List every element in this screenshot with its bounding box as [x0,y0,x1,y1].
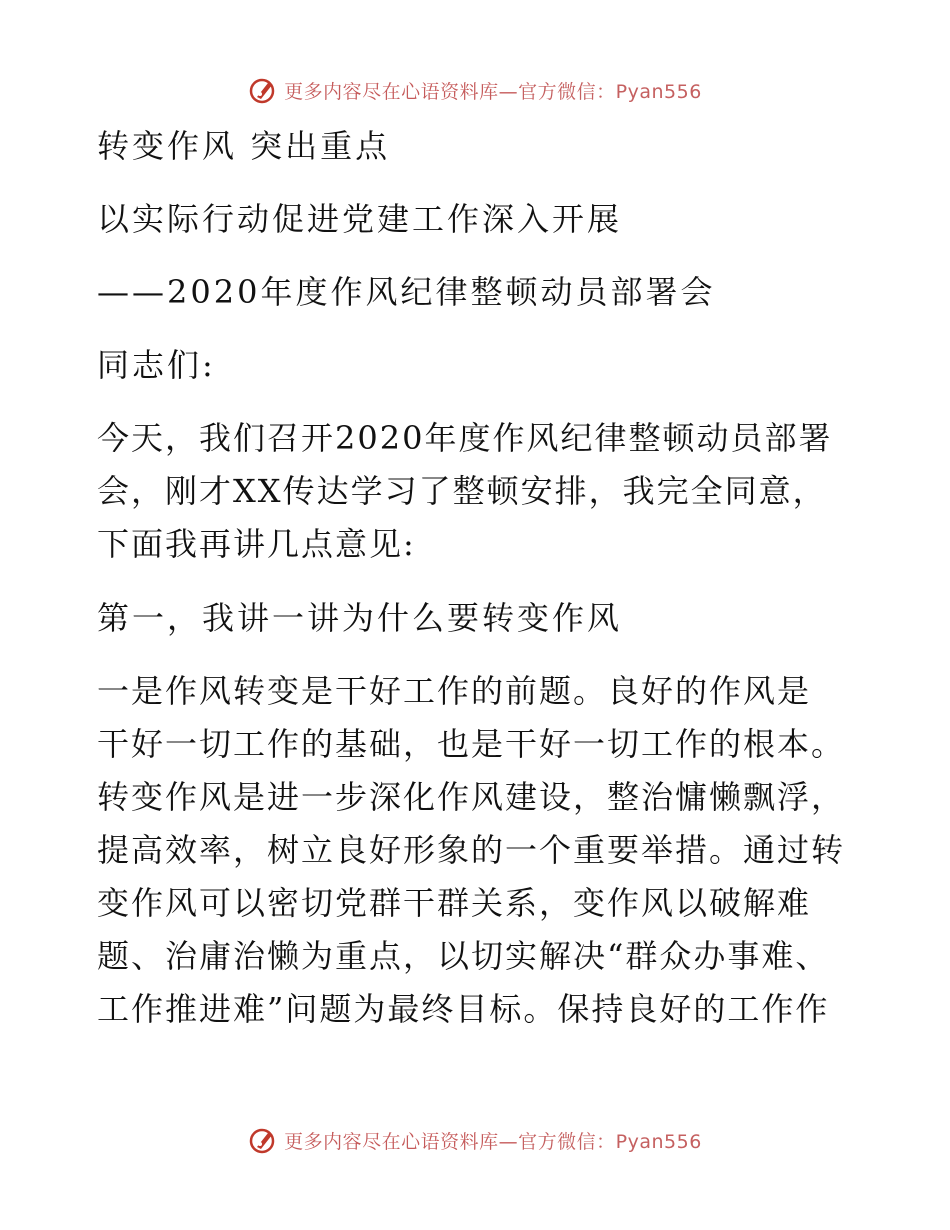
paragraph-line: 一是作风转变是干好工作的前题。良好的作风是 [97,672,812,710]
salutation: 同志们: [97,346,216,384]
title-line-2: 以实际行动促进党建工作深入开展 [97,200,623,238]
section-1-heading: 第一，我讲一讲为什么要转变作风 [97,599,623,637]
document-body [97,120,867,1036]
paragraph-line: 工作推进难”问题为最终目标。保持良好的工作作 [97,990,830,1028]
paragraph-line: 今天，我们召开2020年度作风纪律整顿动员部署 [97,419,833,457]
pen-nib-logo-icon [248,75,278,105]
subtitle: ——2020年度作风纪律整顿动员部署会 [97,273,716,311]
paragraph-line: 提高效率，树立良好形象的一个重要举措。通过转 [97,831,846,869]
paragraph-1 [97,412,867,571]
banner-text: 更多内容尽在心语资料库—官方微信：Pyan556 [284,1130,702,1153]
paragraph-line: 题、治庸治懒为重点，以切实解决“群众办事难、 [97,937,830,975]
paragraph-2 [97,665,867,1036]
paragraph-line: 干好一切工作的基础，也是干好一切工作的根本。 [97,725,846,763]
header-banner [0,70,950,110]
paragraph-line: 变作风可以密切党群干群关系，变作风以破解难 [97,884,812,922]
pen-nib-logo-icon [248,1125,278,1155]
title-line-1: 转变作风 突出重点 [97,127,391,165]
banner-text: 更多内容尽在心语资料库—官方微信：Pyan556 [284,80,702,103]
paragraph-line: 下面我再讲几点意见: [97,525,416,563]
paragraph-line: 会，刚才XX传达学习了整顿安排，我完全同意， [97,472,827,510]
paragraph-line: 转变作风是进一步深化作风建设，整治慵懒飘浮， [97,778,846,816]
footer-banner [0,1120,950,1160]
